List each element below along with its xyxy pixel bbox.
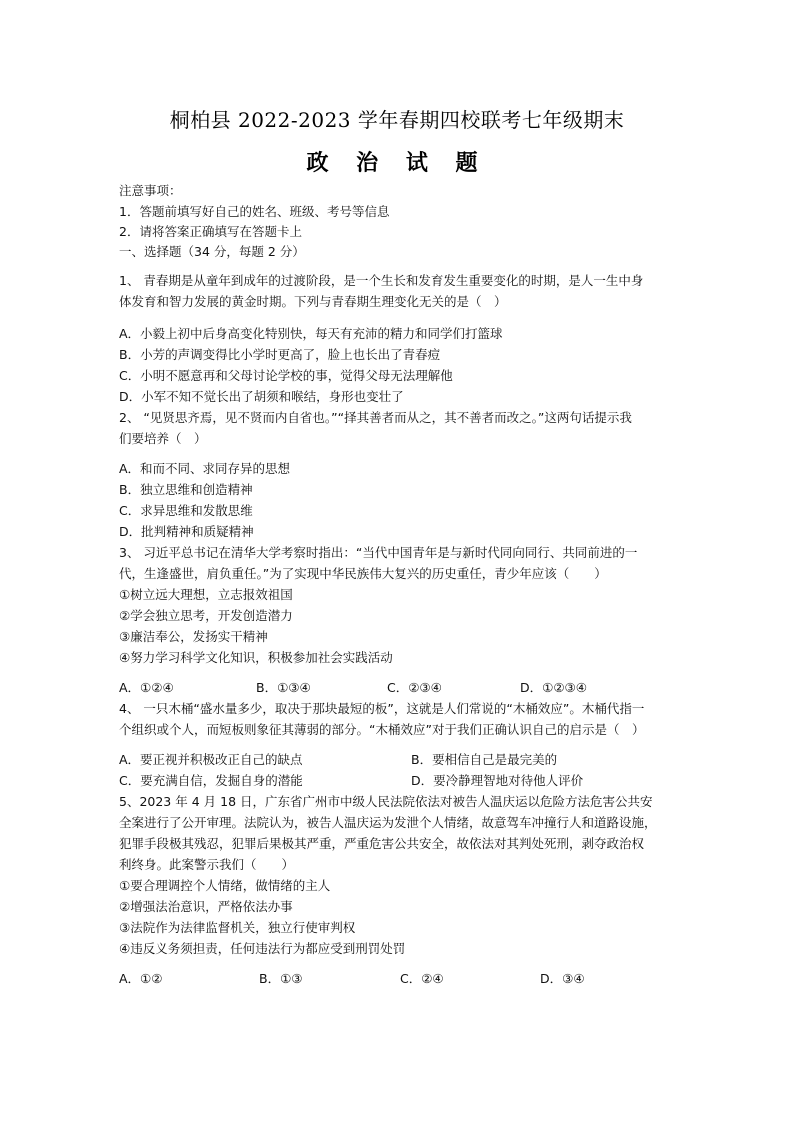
question-stem: 犯罪手段极其残忍，犯罪后果极其严重，严重危害公共安全，故依法对其判处死刑，剥夺政治权 bbox=[119, 836, 645, 851]
answer-option: C．求异思维和发散思维 bbox=[119, 503, 253, 518]
answer-option: A．和而不同、求同存异的思想 bbox=[119, 461, 291, 476]
question-stem: 们要培养（ ） bbox=[119, 431, 207, 446]
answer-option: B．要相信自己是最完美的 bbox=[411, 752, 558, 767]
answer-choice: C．②③④ bbox=[387, 680, 442, 695]
note-item: 2．请将答案正确填写在答题卡上 bbox=[119, 224, 302, 239]
exam-title: 桐柏县 2022-2023 学年春期四校联考七年级期末 bbox=[169, 108, 625, 132]
exam-subtitle: 政 治 试 题 bbox=[306, 150, 488, 176]
answer-choice: C．②④ bbox=[400, 971, 444, 986]
answer-option: D．要冷静理智地对待他人评价 bbox=[411, 773, 584, 788]
statement-item: ②学会独立思考，开发创造潜力 bbox=[119, 608, 293, 623]
question-stem: 利终身。此案警示我们（ ） bbox=[119, 857, 295, 872]
section-heading: 一、选择题（34 分，每题 2 分） bbox=[119, 244, 305, 259]
question-stem: 代，生逢盛世，肩负重任。”为了实现中华民族伟大复兴的历史重任，青少年应该（ ） bbox=[119, 566, 607, 581]
answer-choice: B．①③④ bbox=[256, 680, 311, 695]
question-stem: 体发育和智力发展的黄金时期。下列与青春期生理变化无关的是（ ） bbox=[119, 294, 507, 309]
answer-choice: A．①② bbox=[119, 971, 163, 986]
question-stem: 5、2023 年 4 月 18 日，广东省广州市中级人民法院依法对被告人温庆运以危险方法危害公共安 bbox=[119, 794, 653, 809]
answer-choice: B．①③ bbox=[259, 971, 303, 986]
answer-option: D．批判精神和质疑精神 bbox=[119, 524, 254, 539]
answer-option: D．小军不知不觉长出了胡须和喉结，身形也变壮了 bbox=[119, 389, 404, 404]
question-stem: 1、 青春期是从童年到成年的过渡阶段，是一个生长和发育发生重要变化的时期，是人一生中身 bbox=[119, 273, 644, 288]
question-stem: 3、 习近平总书记在清华大学考察时指出：“当代中国青年是与新时代同向同行、共同前进的一 bbox=[119, 545, 638, 560]
question-stem: 全案进行了公开审理。法院认为，被告人温庆运为发泄个人情绪，故意驾车冲撞行人和道路设施， bbox=[119, 815, 657, 830]
statement-item: ①要合理调控个人情绪，做情绪的主人 bbox=[119, 878, 331, 893]
notes-heading: 注意事项： bbox=[119, 183, 182, 198]
question-stem: 个组织或个人，而短板则象征其薄弱的部分。“木桶效应”对于我们正确认识自己的启示是（ ） bbox=[119, 722, 645, 737]
question-stem: 2、 “见贤思齐焉，见不贤而内自省也。”“择其善者而从之，其不善者而改之。”这两句话提示我 bbox=[119, 410, 632, 425]
answer-option: B．小芳的声调变得比小学时更高了，脸上也长出了青春痘 bbox=[119, 347, 441, 362]
answer-option: C．小明不愿意再和父母讨论学校的事，觉得父母无法理解他 bbox=[119, 368, 453, 383]
answer-choice: D．③④ bbox=[540, 971, 585, 986]
statement-item: ④努力学习科学文化知识，积极参加社会实践活动 bbox=[119, 650, 393, 665]
statement-item: ④违反义务须担责，任何违法行为都应受到刑罚处罚 bbox=[119, 941, 406, 956]
answer-choice: D．①②③④ bbox=[520, 680, 587, 695]
answer-option: B．独立思维和创造精神 bbox=[119, 482, 253, 497]
statement-item: ③廉洁奉公，发扬实干精神 bbox=[119, 629, 268, 644]
statement-item: ①树立远大理想，立志报效祖国 bbox=[119, 587, 293, 602]
statement-item: ②增强法治意识，严格依法办事 bbox=[119, 899, 293, 914]
statement-item: ③法院作为法律监督机关，独立行使审判权 bbox=[119, 920, 356, 935]
note-item: 1．答题前填写好自己的姓名、班级、考号等信息 bbox=[119, 204, 390, 219]
answer-option: C．要充满自信，发掘自身的潜能 bbox=[119, 773, 303, 788]
answer-option: A．小毅上初中后身高变化特别快，每天有充沛的精力和同学们打篮球 bbox=[119, 326, 503, 341]
answer-choice: A．①②④ bbox=[119, 680, 174, 695]
answer-option: A．要正视并积极改正自己的缺点 bbox=[119, 752, 303, 767]
question-stem: 4、 一只木桶“盛水量多少，取决于那块最短的板”，这就是人们常说的“木桶效应”。木桶代指一 bbox=[119, 701, 645, 716]
